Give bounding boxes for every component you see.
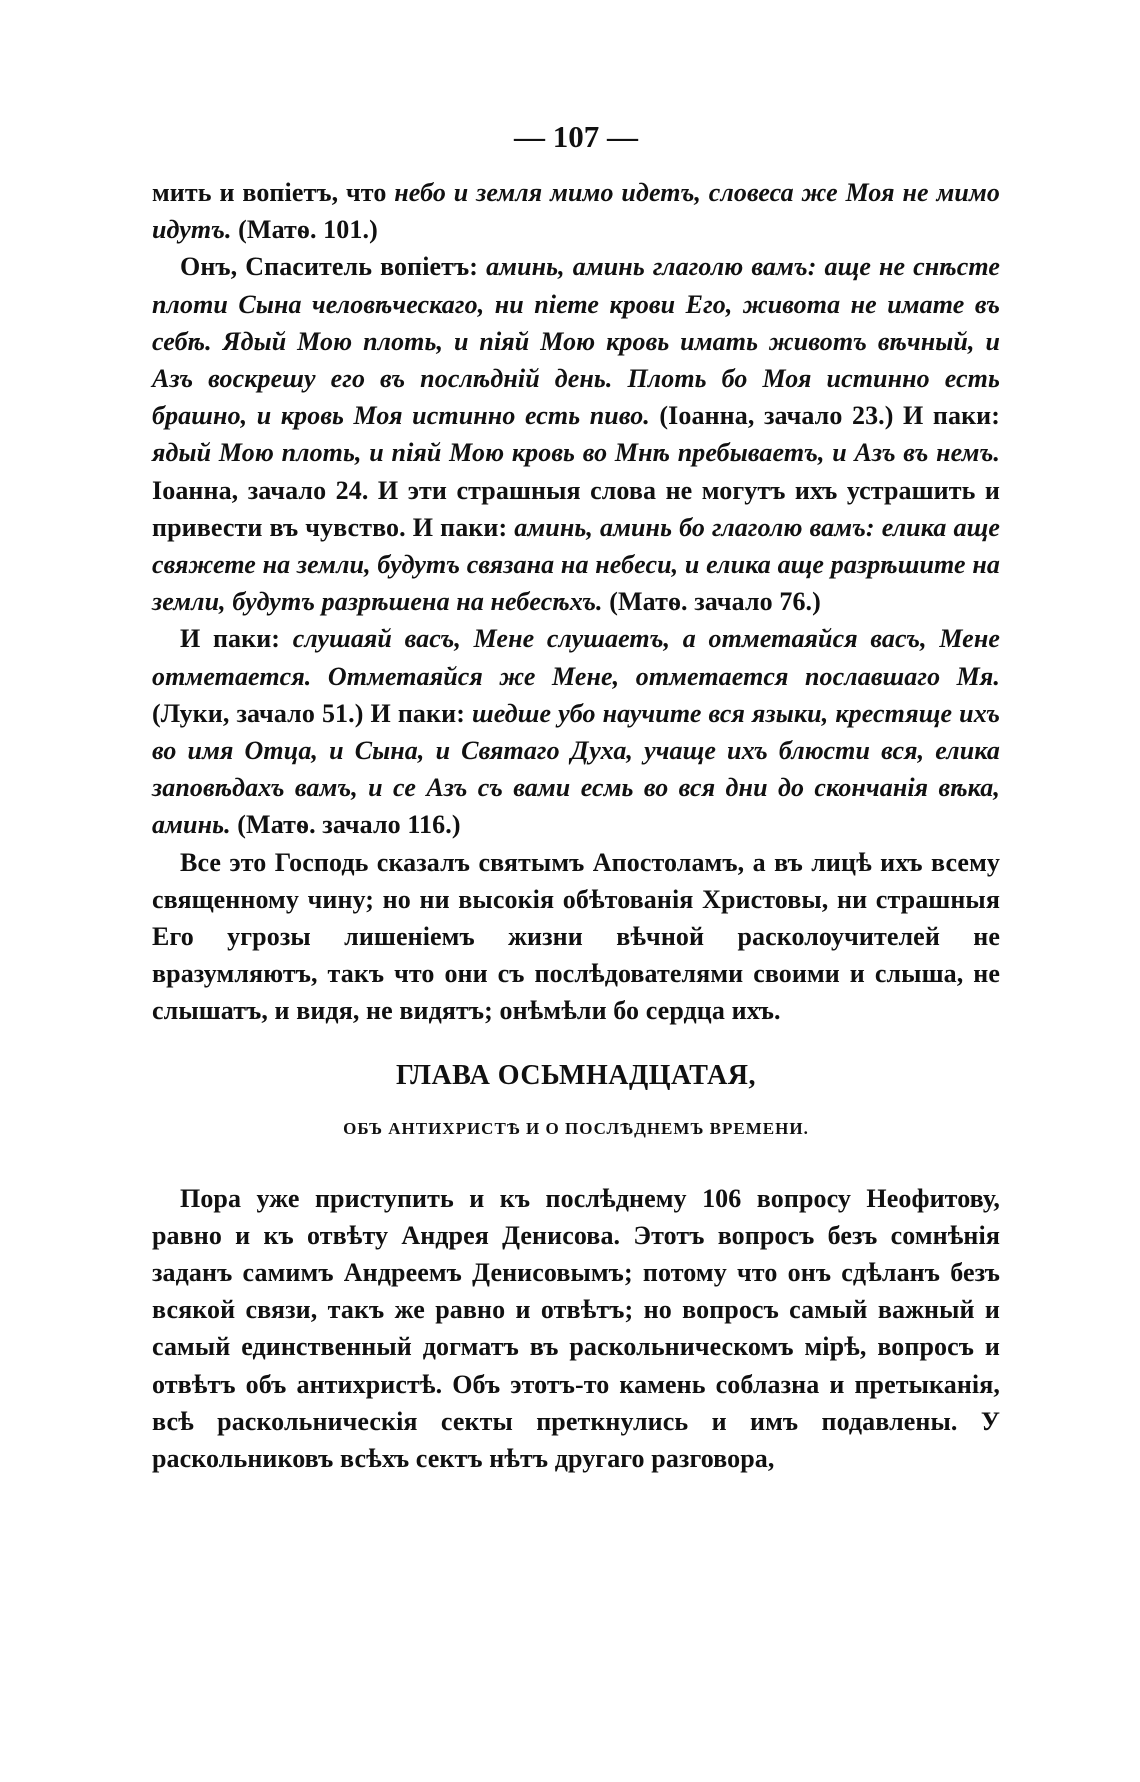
segment-italic: ядый Мою плоть, и піяй Мою кровь во Мнѣ пребываетъ, и Азъ въ немъ. <box>152 438 1000 468</box>
segment: (Іоанна, зачало 23.) И паки: <box>649 401 1000 431</box>
chapter-paragraph <box>152 1180 1000 1478</box>
segment: Онъ, Спаситель вопіетъ: <box>180 252 487 282</box>
segment: И паки: <box>180 624 293 654</box>
text-column <box>152 110 1000 1477</box>
segment-italic: слушаяй васъ, Мене слушаетъ, а отметаяйся васъ, Мене отметается. Отметаяйся же Мене, отметается пославшаго Мя. <box>152 624 1000 691</box>
segment: (Матѳ. зачало 116.) <box>230 810 461 840</box>
segment: (Матѳ. зачало 76.) <box>602 587 821 617</box>
segment-italic: аминь, аминь бо глаголю вамъ: елика аще свяжете на земли, будутъ связана на небеси, и елика аще разрѣшите на земли, будутъ разрѣшена на небесѣхъ. <box>152 512 1000 617</box>
paragraph-2 <box>152 248 1000 620</box>
segment: Пора уже приступить и къ послѣднему 106 вопросу Неофитову, равно и къ отвѣту Андрея Денисова. Этотъ вопросъ безъ сомнѣнія заданъ самимъ Андреемъ Денисовымъ; потому что онъ сдѣланъ безъ всякой связи, такъ же равно и отвѣтъ; но вопросъ самый важный и самый единственный догматъ въ раскольническомъ мірѣ, вопросъ и отвѣтъ объ антихристѣ. Объ этотъ-то камень соблазна и претыканія, всѣ раскольническія секты преткнулись и имъ подавлены. У раскольниковъ всѣхъ сектъ нѣтъ другаго разговора, <box>152 1183 1000 1474</box>
page-number: — 107 — <box>514 119 638 154</box>
paragraph-1 <box>152 174 1000 248</box>
segment-italic: аминь, аминь глаголю вамъ: аще не снѣсте плоти Сына человѣческаго, ни піете крови Его, живота не имате въ себѣ. Ядый Мою плоть, и піяй Мою кровь имать животъ вѣчный, и Азъ воскрешу его въ послѣдній день. Плоть бо Моя истинно есть брашно, и кровь Моя истинно есть пиво. <box>152 252 1000 431</box>
segment: (Матѳ. 101.) <box>231 215 378 245</box>
chapter-subtitle: ОБЪ АНТИХРИСТѢ И О ПОСЛѢДНЕМЪ ВРЕМЕНИ. <box>343 1118 809 1138</box>
chapter-title: ГЛАВА ОСЬМНАДЦАТАЯ, <box>396 1059 756 1091</box>
segment: Все это Господь сказалъ святымъ Апостоламъ, а въ лицѣ ихъ всему священному чину; но ни высокія обѣтованія Христовы, ни страшныя Его угрозы лишеніемъ жизни вѣчной расколоучителей не вразумляютъ, такъ что они съ послѣдователями своими и слыша, не слышатъ, и видя, не видятъ; онѣмѣли бо сердца ихъ. <box>152 847 1000 1026</box>
segment-italic: шедше убо научите вся языки, крестяще ихъ во имя Отца, и Сына, и Святаго Духа, учаще ихъ блюсти вся, елика заповѣдахъ вамъ, и се Азъ съ вами есмь во вся дни до скончанія вѣка, аминь. <box>152 698 1000 840</box>
segment: мить и вопіетъ, что <box>152 178 395 207</box>
segment-italic: небо и земля мимо идетъ, словеса же Моя не мимо идутъ. <box>152 178 1000 245</box>
segment: (Луки, зачало 51.) И паки: <box>152 698 472 728</box>
paragraph-4 <box>152 844 1000 1030</box>
segment: Іоанна, зачало 24. И эти страшныя слова не могутъ ихъ устрашить и привести въ чувство. И паки: <box>152 475 1000 542</box>
paragraph-3 <box>152 620 1000 843</box>
